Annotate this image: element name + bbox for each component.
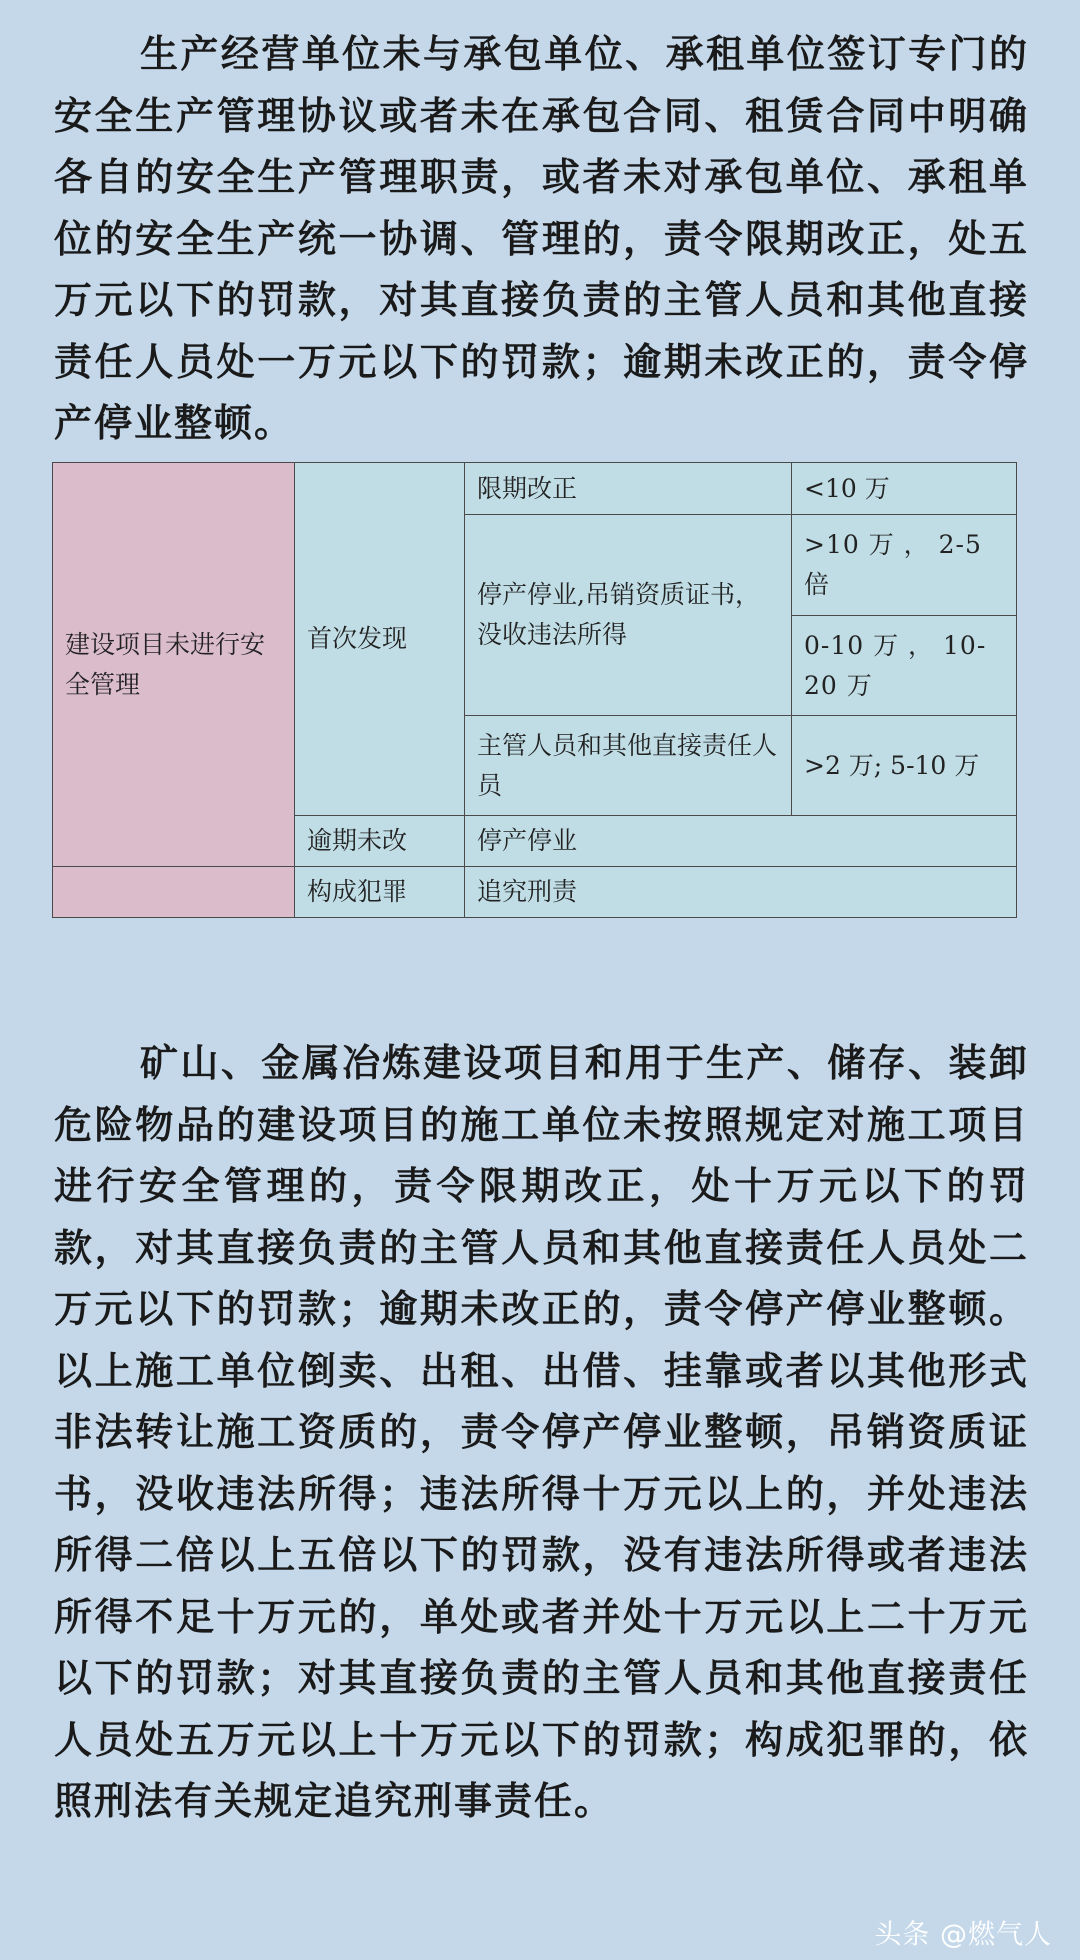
category-cell-empty (53, 867, 295, 918)
paragraph-1: 生产经营单位未与承包单位、承租单位签订专门的安全生产管理协议或者未在承包合同、租赁合同中明确各自的安全生产管理职责，或者未对承包单位、承租单位的安全生产统一协调、管理的，责令限期改正，处五万元以下的罚款，对其直接负责的主管人员和其他直接责任人员处一万元以下的罚款；逾期未改正的，责令停产停业整顿。 (54, 32, 1029, 445)
paragraph-2: 矿山、金属冶炼建设项目和用于生产、储存、装卸危险物品的建设项目的施工单位未按照规定对施工项目进行安全管理的，责令限期改正，处十万元以下的罚款，对其直接负责的主管人员和其他直接责任人员处二万元以下的罚款；逾期未改正的，责令停产停业整顿。以上施工单位倒卖、出租、出借、挂靠或者以其他形式非法转让施工资质的，责令停产停业整顿，吊销资质证书，没收违法所得；违法所得十万元以上的，并处违法所得二倍以上五倍以下的罚款，没有违法所得或者违法所得不足十万元的，单处或者并处十万元以上二十万元以下的罚款；对其直接负责的主管人员和其他直接责任人员处五万元以上十万元以下的罚款；构成犯罪的，依照刑法有关规定追究刑事责任。 (54, 1041, 1029, 1823)
stage-first-found: 首次发现 (295, 463, 465, 816)
amount-persons: >2 万; 5-10 万 (792, 716, 1017, 816)
amount-deadline-fix: <10 万 (792, 463, 1017, 515)
measure-suspend: 停产停业,吊销资质证书，没收违法所得 (465, 515, 792, 716)
penalty-table (52, 462, 1017, 918)
measure-deadline-fix: 限期改正 (465, 463, 792, 515)
measure-overdue: 停产停业 (465, 816, 1017, 867)
stage-crime: 构成犯罪 (295, 867, 465, 918)
stage-overdue: 逾期未改 (295, 816, 465, 867)
source-watermark: 头条 @燃气人 (874, 1919, 1052, 1951)
measure-persons: 主管人员和其他直接责任人员 (465, 716, 792, 816)
amount-suspend-a: >10 万 ， 2-5 倍 (792, 515, 1017, 616)
amount-suspend-b: 0-10 万 ， 10-20 万 (792, 616, 1017, 716)
measure-crime: 追究刑责 (465, 867, 1017, 918)
category-cell: 建设项目未进行安全管理 (53, 463, 295, 867)
